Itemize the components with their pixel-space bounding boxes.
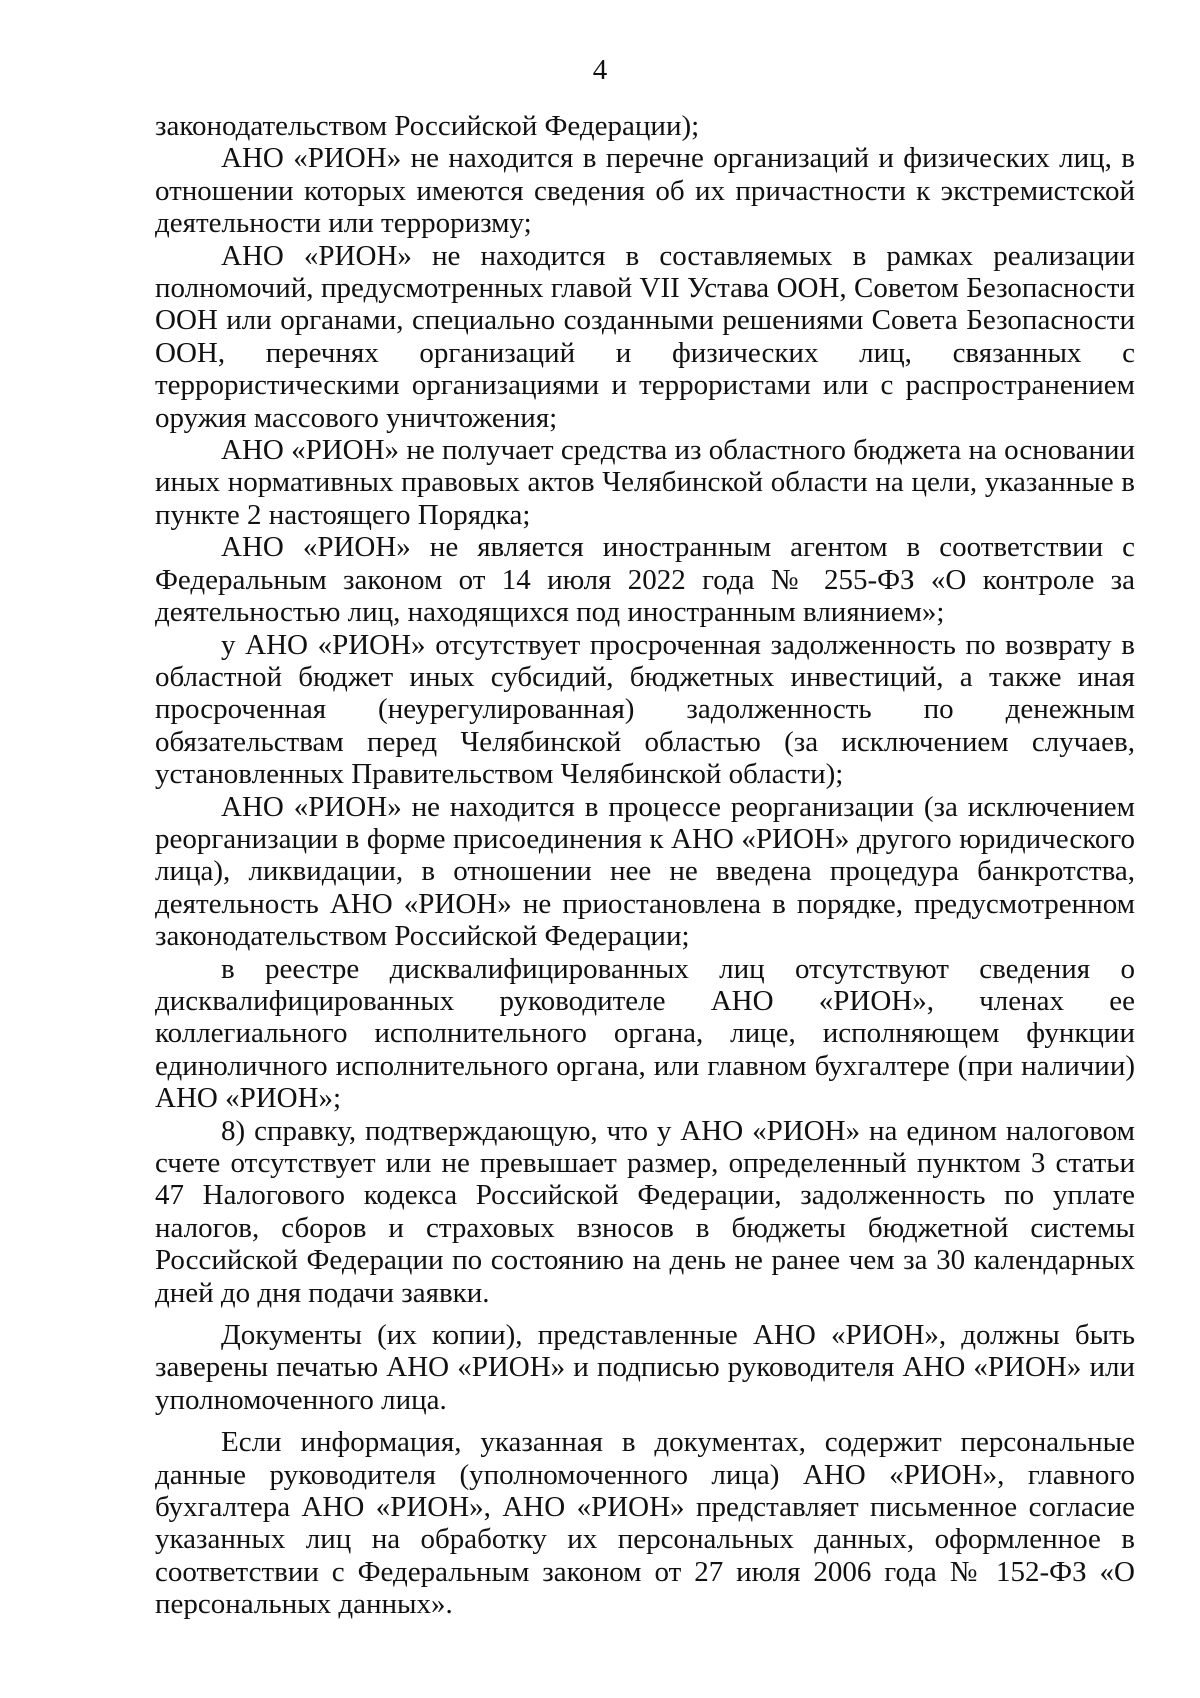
- paragraph-7: АНО «РИОН» не находится в процессе реорганизации (за исключением реорганизации в форме присоединения к АНО «РИОН» другого юридического лица), ликвидации, в отношении нее не введена процедура банкротства, деятельность АНО «РИОН» не приостановлена в порядке, предусмотренном законодательством Российской Федерации;: [155, 790, 1135, 953]
- paragraph-9: 8) справку, подтверждающую, что у АНО «РИОН» на едином налоговом счете отсутствует или не превышает размер, определенный пунктом 3 статьи 47 Налогового кодекса Российской Федерации, задолженность по уплате налогов, сборов и страховых взносов в бюджеты бюджетной системы Российской Федерации по состоянию на день не ранее чем за 30 календарных дней до дня подачи заявки.: [155, 1114, 1135, 1309]
- paragraph-1: законодательством Российской Федерации);: [155, 110, 700, 142]
- paragraph-4: АНО «РИОН» не получает средства из областного бюджета на основании иных нормативных правовых актов Челябинской области на цели, указанные в пункте 2 настоящего Порядка;: [155, 434, 1135, 531]
- page-number: 4: [592, 54, 608, 86]
- paragraph-2: АНО «РИОН» не находится в перечне организаций и физических лиц, в отношении которых имеются сведения об их причастности к экстремистской деятельности или терроризму;: [155, 142, 1135, 240]
- document-body: [155, 110, 1135, 1621]
- paragraph-3: АНО «РИОН» не находится в составляемых в рамках реализации полномочий, предусмотренных главой VII Устава ООН, Советом Безопасности ООН или органами, специально созданными решениями Совета Безопасности ООН, перечнях организаций и физических лиц, связанных с террористическими организациями и террористами или с распространением оружия массового уничтожения;: [155, 239, 1135, 434]
- paragraph-8: в реестре дисквалифицированных лиц отсутствуют сведения о дисквалифицированных руководителе АНО «РИОН», членах ее коллегиального исполнительного органа, лице, исполняющем функции единоличного исполнительного органа, или главном бухгалтере (при наличии) АНО «РИОН»;: [155, 952, 1135, 1115]
- paragraph-5: АНО «РИОН» не является иностранным агентом в соответствии с Федеральным законом от 14 июля 2022 года № 255-ФЗ «О контроле за деятельностью лиц, находящихся под иностранным влиянием»;: [155, 531, 1135, 629]
- paragraph-6: у АНО «РИОН» отсутствует просроченная задолженность по возврату в областной бюджет иных субсидий, бюджетных инвестиций, а также иная просроченная (неурегулированная) задолженность по денежным обязательствам перед Челябинской областью (за исключением случаев, установленных Правительством Челябинской области);: [155, 628, 1135, 791]
- paragraph-11: Если информация, указанная в документах, содержит персональные данные руководителя (уполномоченного лица) АНО «РИОН», главного бухгалтера АНО «РИОН», АНО «РИОН» представляет письменное согласие указанных лиц на обработку их персональных данных, оформленное в соответствии с Федеральным законом от 27 июля 2006 года № 152-ФЗ «О персональных данных».: [155, 1426, 1135, 1621]
- paragraph-10: Документы (их копии), представленные АНО «РИОН», должны быть заверены печатью АНО «РИОН» и подписью руководителя АНО «РИОН» или уполномоченного лица.: [155, 1319, 1135, 1416]
